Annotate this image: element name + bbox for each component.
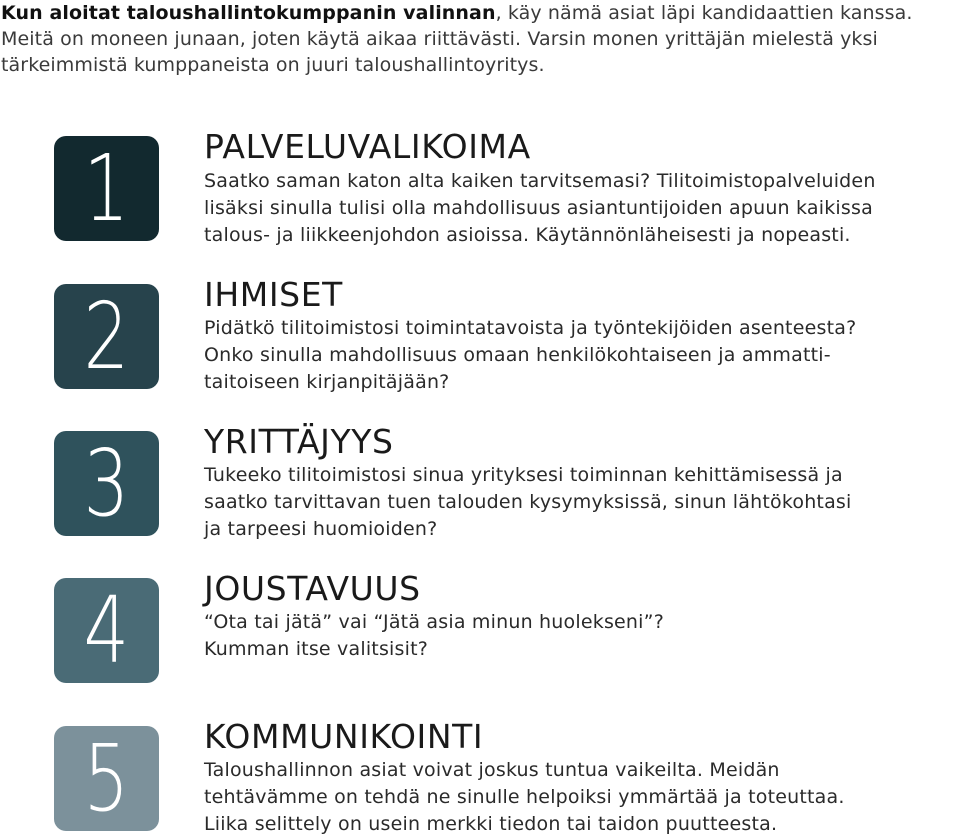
item-title-palveluvalikoima: PALVELUVALIKOIMA bbox=[204, 127, 531, 166]
number-badge-1 bbox=[54, 136, 159, 241]
item-text-kommunikointi bbox=[204, 757, 944, 838]
text-line: taitoiseen kirjanpitäjään? bbox=[204, 371, 450, 393]
text-line: tehtävämme on tehdä ne sinulle helpoiksi ymmärtää ja toteuttaa. bbox=[204, 786, 845, 808]
item-text-ihmiset bbox=[204, 315, 944, 396]
item-text-joustavuus bbox=[204, 609, 944, 663]
intro-line-2: Meitä on moneen junaan, joten käytä aikaa riittävästi. Varsin monen yrittäjän mielestä yksi bbox=[1, 28, 878, 50]
number-3: 3 bbox=[83, 429, 130, 537]
text-line: talous- ja liikkeenjohdon asioissa. Käytännönläheisesti ja nopeasti. bbox=[204, 224, 851, 246]
text-line: Onko sinulla mahdollisuus omaan henkilökohtaiseen ja ammatti- bbox=[204, 344, 831, 366]
number-1: 1 bbox=[83, 134, 130, 242]
text-line: “Ota tai jätä” vai “Jätä asia minun huolekseni”? bbox=[204, 611, 664, 633]
text-line: Saatko saman katon alta kaiken tarvitsemasi? Tilitoimistopalveluiden bbox=[204, 170, 876, 192]
intro-lead: Kun aloitat taloushallintokumppanin valinnan bbox=[1, 2, 496, 24]
item-text-yrittajyys bbox=[204, 462, 944, 543]
item-title-joustavuus: JOUSTAVUUS bbox=[204, 569, 421, 608]
text-line: Kumman itse valitsisit? bbox=[204, 638, 429, 660]
text-line: Tukeeko tilitoimistosi sinua yrityksesi toiminnan kehittämisessä ja bbox=[204, 464, 843, 486]
intro-paragraph bbox=[1, 0, 956, 78]
intro-line-1-rest: , käy nämä asiat läpi kandidaattien kanssa. bbox=[495, 2, 913, 24]
text-line: Liika selittely on usein merkki tiedon tai taidon puutteesta. bbox=[204, 813, 778, 835]
number-badge-5 bbox=[54, 726, 159, 831]
text-line: lisäksi sinulla tulisi olla mahdollisuus asiantuntijoiden apuun kaikissa bbox=[204, 197, 873, 219]
item-title-yrittajyys: YRITTÄJYYS bbox=[204, 422, 394, 461]
number-5: 5 bbox=[83, 724, 130, 832]
intro-line-3: tärkeimmistä kumppaneista on juuri taloushallintoyritys. bbox=[1, 54, 545, 76]
text-line: ja tarpeesi huomioiden? bbox=[204, 518, 438, 540]
number-badge-4 bbox=[54, 578, 159, 683]
number-4: 4 bbox=[83, 576, 130, 684]
text-line: saatko tarvittavan tuen talouden kysymyksissä, sinun lähtökohtasi bbox=[204, 491, 852, 513]
item-title-kommunikointi: KOMMUNIKOINTI bbox=[204, 717, 484, 756]
text-line: Taloushallinnon asiat voivat joskus tuntua vaikeilta. Meidän bbox=[204, 759, 780, 781]
intro-line-1 bbox=[1, 0, 956, 26]
text-line: Pidätkö tilitoimistosi toimintatavoista ja työntekijöiden asenteesta? bbox=[204, 317, 857, 339]
item-text-palveluvalikoima bbox=[204, 168, 944, 249]
number-2: 2 bbox=[83, 282, 130, 390]
number-badge-2 bbox=[54, 284, 159, 389]
number-badge-3 bbox=[54, 431, 159, 536]
item-title-ihmiset: IHMISET bbox=[204, 275, 343, 314]
